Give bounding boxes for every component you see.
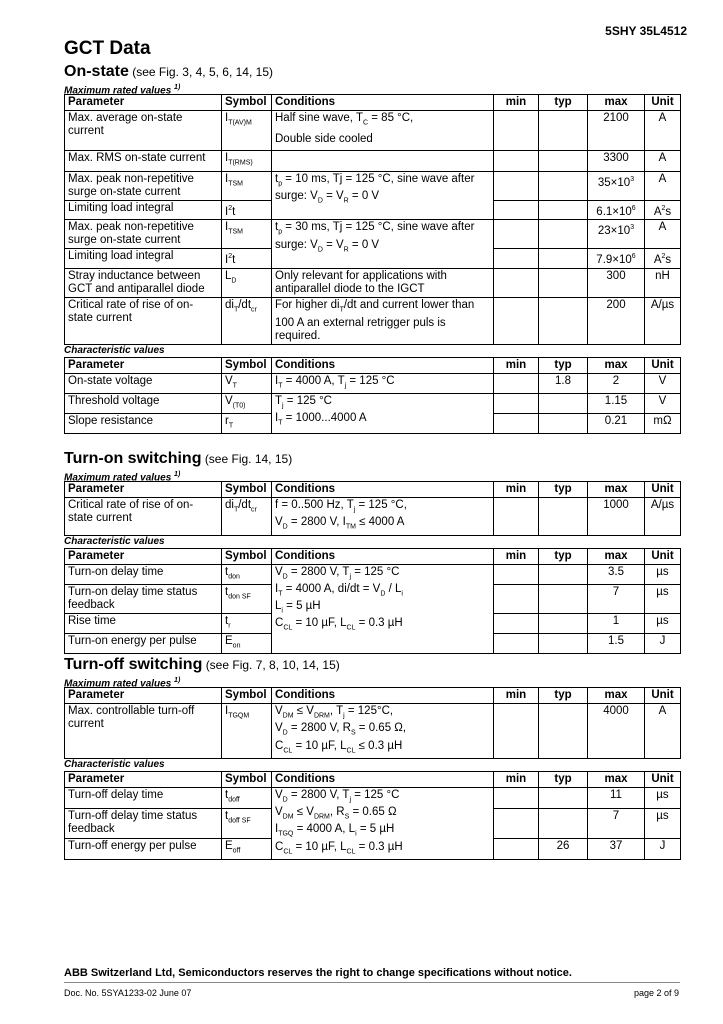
table-row: Max. average on-state current $I_{T(AV)M}$ Half sine wave, $T_C = 85$ °C, Double side cooled 2100 A [65, 111, 681, 151]
table-row: Turn-off delay time status feedback $t_{doff SF}$ 7 µs [65, 808, 681, 838]
table-row: Rise time $t_r$ 1 µs [65, 613, 681, 633]
table-row: Turn-off delay time $t_{doff}$ $V_D = 2800$ V, $T_j = 125$ °C $V_{DM} \le V_{DRM}$, $R_S = 0.65$ Ω $I_{TGQ} = 4000$ A, $L_i = 5$ µH $C_{CL} = 10$ µF, $L_{CL} = 0.3$ µH 11 µs [65, 787, 681, 808]
char-values-label: Characteristic values [64, 344, 165, 356]
table-header: Parameter Symbol Conditions min typ max Unit [65, 482, 681, 498]
turnoff-ref: (see Fig. 7, 8, 10, 14, 15) [205, 658, 340, 672]
table-row: Turn-on delay time status feedback $t_{don SF}$ 7 µs [65, 584, 681, 613]
page-number: page 2 of 9 [633, 988, 679, 998]
table-header: Parameter Symbol Conditions min typ max Unit [65, 548, 681, 564]
max-rated-label: Maximum rated values [64, 85, 172, 97]
turnoff-char-table [64, 771, 681, 860]
table-row: Stray inductance between GCT and antiparallel diode $L_D$ Only relevant for applications with antiparallel diode to the IGCT 300 nH [65, 269, 681, 298]
turnon-section: Turn-on switching (see Fig. 14, 15) Maximum rated values $^{1)}$ Parameter Symbol Conditions min typ max Unit Critical rate of rise of on-state current $di_T/dt_{cr}$ f = 0..500 Hz, $T_j = 125$ °C, $V_D = 2800$ V, $I_{TM} \le 4000$ A 1000 A/µs Characteristic values Parameter Symbol Conditions min typ max Unit Turn-on delay time $t_{don}$ $V_D = 2800$ V, $T_j = 125$ °C $I_T = 4000$ A, $di/dt = V_D / L_i$ $L_i = 5$ µH $C_{CL} = 10$ µF, $L_{CL} = 0.3$ µH 3.5 µs Turn-on delay time status feedback $t_{don SF}$ 7 µs Rise time $t_r$ 1 µs Turn-on energy per pulse $E_{on}$ 1.5 J [64, 451, 680, 654]
table-row: On-state voltage $V_T$ $I_T = 4000$ A, $T_j = 125$ °C 1.8 2 V [65, 373, 681, 393]
table-header: Parameter Symbol Conditions min typ max Unit [65, 357, 681, 373]
onstate-section: On-state (see Fig. 3, 4, 5, 6, 14, 15) Maximum rated values $^{1)}$ Parameter Symbol Conditions min typ max Unit Max. average on-state current $I_{T(AV)M}$ Half sine wave, $T_C = 85$ °C, Double side cooled 2100 A Max. RMS on-state current $I_{T(RMS)}$ 3300 A Max. peak non-repetitive surge on-state current $I_{TSM}$ $t_p = 10$ ms, Tj = 125 °C, sine wave after surge: $V_D = V_R = 0$ V $35\times 10^3$ A Limiting load integral $I^2t$ $6.1\times 10^6$ $A^2s$ Max. peak non-repetitive surge on-state current $I_{TSM}$ $t_p = 30$ ms, Tj = 125 °C, sine wave after surge: $V_D = V_R = 0$ V $23\times 10^3$ A Limiting load integral $I^2t$ $7.9\times 10^6$ $A^2s$ Stray inductance between GCT and antiparallel diode $L_D$ Only relevant for applications with antiparallel diode to the IGCT 300 nH Critical rate of rise of on-state current $di_T/dt_{cr}$ For higher $di_T/dt$ and current lower than 100 A an external retrigger puls is required. 200 A/µs Characteristic values Parameter Symbol Conditions min typ max Unit On-state voltage $V_T$ $I_T = 4000$ A, $T_j = 125$ °C 1.8 2 V Threshold voltage $V_{(T0)}$ $T_j = 125$ °C $I_T = 1000...4000$ A 1.15 V Slope resistance $r_T$ 0.21 mΩ [64, 64, 680, 434]
table-row: Max. peak non-repetitive surge on-state current $I_{TSM}$ $t_p = 30$ ms, Tj = 125 °C, sine wave after surge: $V_D = V_R = 0$ V $23\times 10^3$ A [65, 220, 681, 249]
table-row: Limiting load integral $I^2t$ $7.9\times 10^6$ $A^2s$ [65, 249, 681, 269]
part-number: 5SHY 35L4512 [605, 24, 687, 38]
onstate-title: On-state [64, 63, 129, 80]
table-row: Turn-on energy per pulse $E_{on}$ 1.5 J [65, 634, 681, 654]
table-header: Parameter Symbol Conditions min typ max Unit [65, 95, 681, 111]
footer-divider [64, 982, 680, 983]
turnon-title: Turn-on switching [64, 450, 202, 467]
turnon-char-table [64, 548, 681, 655]
table-row: Limiting load integral $I^2t$ $6.1\times 10^6$ $A^2s$ [65, 200, 681, 220]
page-title: GCT Data [64, 38, 151, 59]
turnoff-title: Turn-off switching [64, 656, 203, 673]
doc-number: Doc. No. 5SYA1233-02 June 07 [64, 988, 192, 998]
onstate-char-table [64, 357, 681, 435]
onstate-max-table [64, 94, 681, 345]
turnoff-max-table [64, 687, 681, 759]
table-row: Threshold voltage $V_{(T0)}$ $T_j = 125$ °C $I_T = 1000...4000$ A 1.15 V [65, 393, 681, 413]
table-header: Parameter Symbol Conditions min typ max Unit [65, 771, 681, 787]
table-row: Max. controllable turn-off current $I_{TGQM}$ $V_{DM} \le V_{DRM}$, $T_j = 125^\circ C$, $V_D = 2800$ V, $R_S = 0.65$ Ω, $C_{CL} = 10$ µF, $L_{CL} \le 0.3$ µH 4000 A [65, 704, 681, 759]
turnon-ref: (see Fig. 14, 15) [204, 452, 293, 466]
turnoff-section: Turn-off switching (see Fig. 7, 8, 10, 14, 15) Maximum rated values $^{1)}$ Parameter Symbol Conditions min typ max Unit Max. controllable turn-off current $I_{TGQM}$ $V_{DM} \le V_{DRM}$, $T_j = 125^\circ C$, $V_D = 2800$ V, $R_S = 0.65$ Ω, $C_{CL} = 10$ µF, $L_{CL} \le 0.3$ µH 4000 A Characteristic values Parameter Symbol Conditions min typ max Unit Turn-off delay time $t_{doff}$ $V_D = 2800$ V, $T_j = 125$ °C $V_{DM} \le V_{DRM}$, $R_S = 0.65$ Ω $I_{TGQ} = 4000$ A, $L_i = 5$ µH $C_{CL} = 10$ µF, $L_{CL} = 0.3$ µH 11 µs Turn-off delay time status feedback $t_{doff SF}$ 7 µs Turn-off energy per pulse $E_{off}$ 26 37 J [64, 657, 680, 860]
turnon-max-table [64, 481, 681, 536]
table-row: Turn-off energy per pulse $E_{off}$ 26 37 J [65, 839, 681, 860]
table-row: Max. peak non-repetitive surge on-state current $I_{TSM}$ $t_p = 10$ ms, Tj = 125 °C, sine wave after surge: $V_D = V_R = 0$ V $35\times 10^3$ A [65, 171, 681, 200]
footer-note: ABB Switzerland Ltd, Semiconductors reserves the right to change specifications without notice. [64, 967, 572, 979]
table-row: Critical rate of rise of on-state current $di_T/dt_{cr}$ f = 0..500 Hz, $T_j = 125$ °C, $V_D = 2800$ V, $I_{TM} \le 4000$ A 1000 A/µs [65, 498, 681, 536]
table-header: Parameter Symbol Conditions min typ max Unit [65, 688, 681, 704]
onstate-ref: (see Fig. 3, 4, 5, 6, 14, 15) [132, 65, 273, 79]
table-row: Turn-on delay time $t_{don}$ $V_D = 2800$ V, $T_j = 125$ °C $I_T = 4000$ A, $di/dt = V_D / L_i$ $L_i = 5$ µH $C_{CL} = 10$ µF, $L_{CL} = 0.3$ µH 3.5 µs [65, 564, 681, 584]
table-row: Slope resistance $r_T$ 0.21 mΩ [65, 414, 681, 434]
table-row: Critical rate of rise of on-state current $di_T/dt_{cr}$ For higher $di_T/dt$ and current lower than 100 A an external retrigger puls is required. 200 A/µs [65, 298, 681, 344]
table-row: Max. RMS on-state current $I_{T(RMS)}$ 3300 A [65, 151, 681, 171]
